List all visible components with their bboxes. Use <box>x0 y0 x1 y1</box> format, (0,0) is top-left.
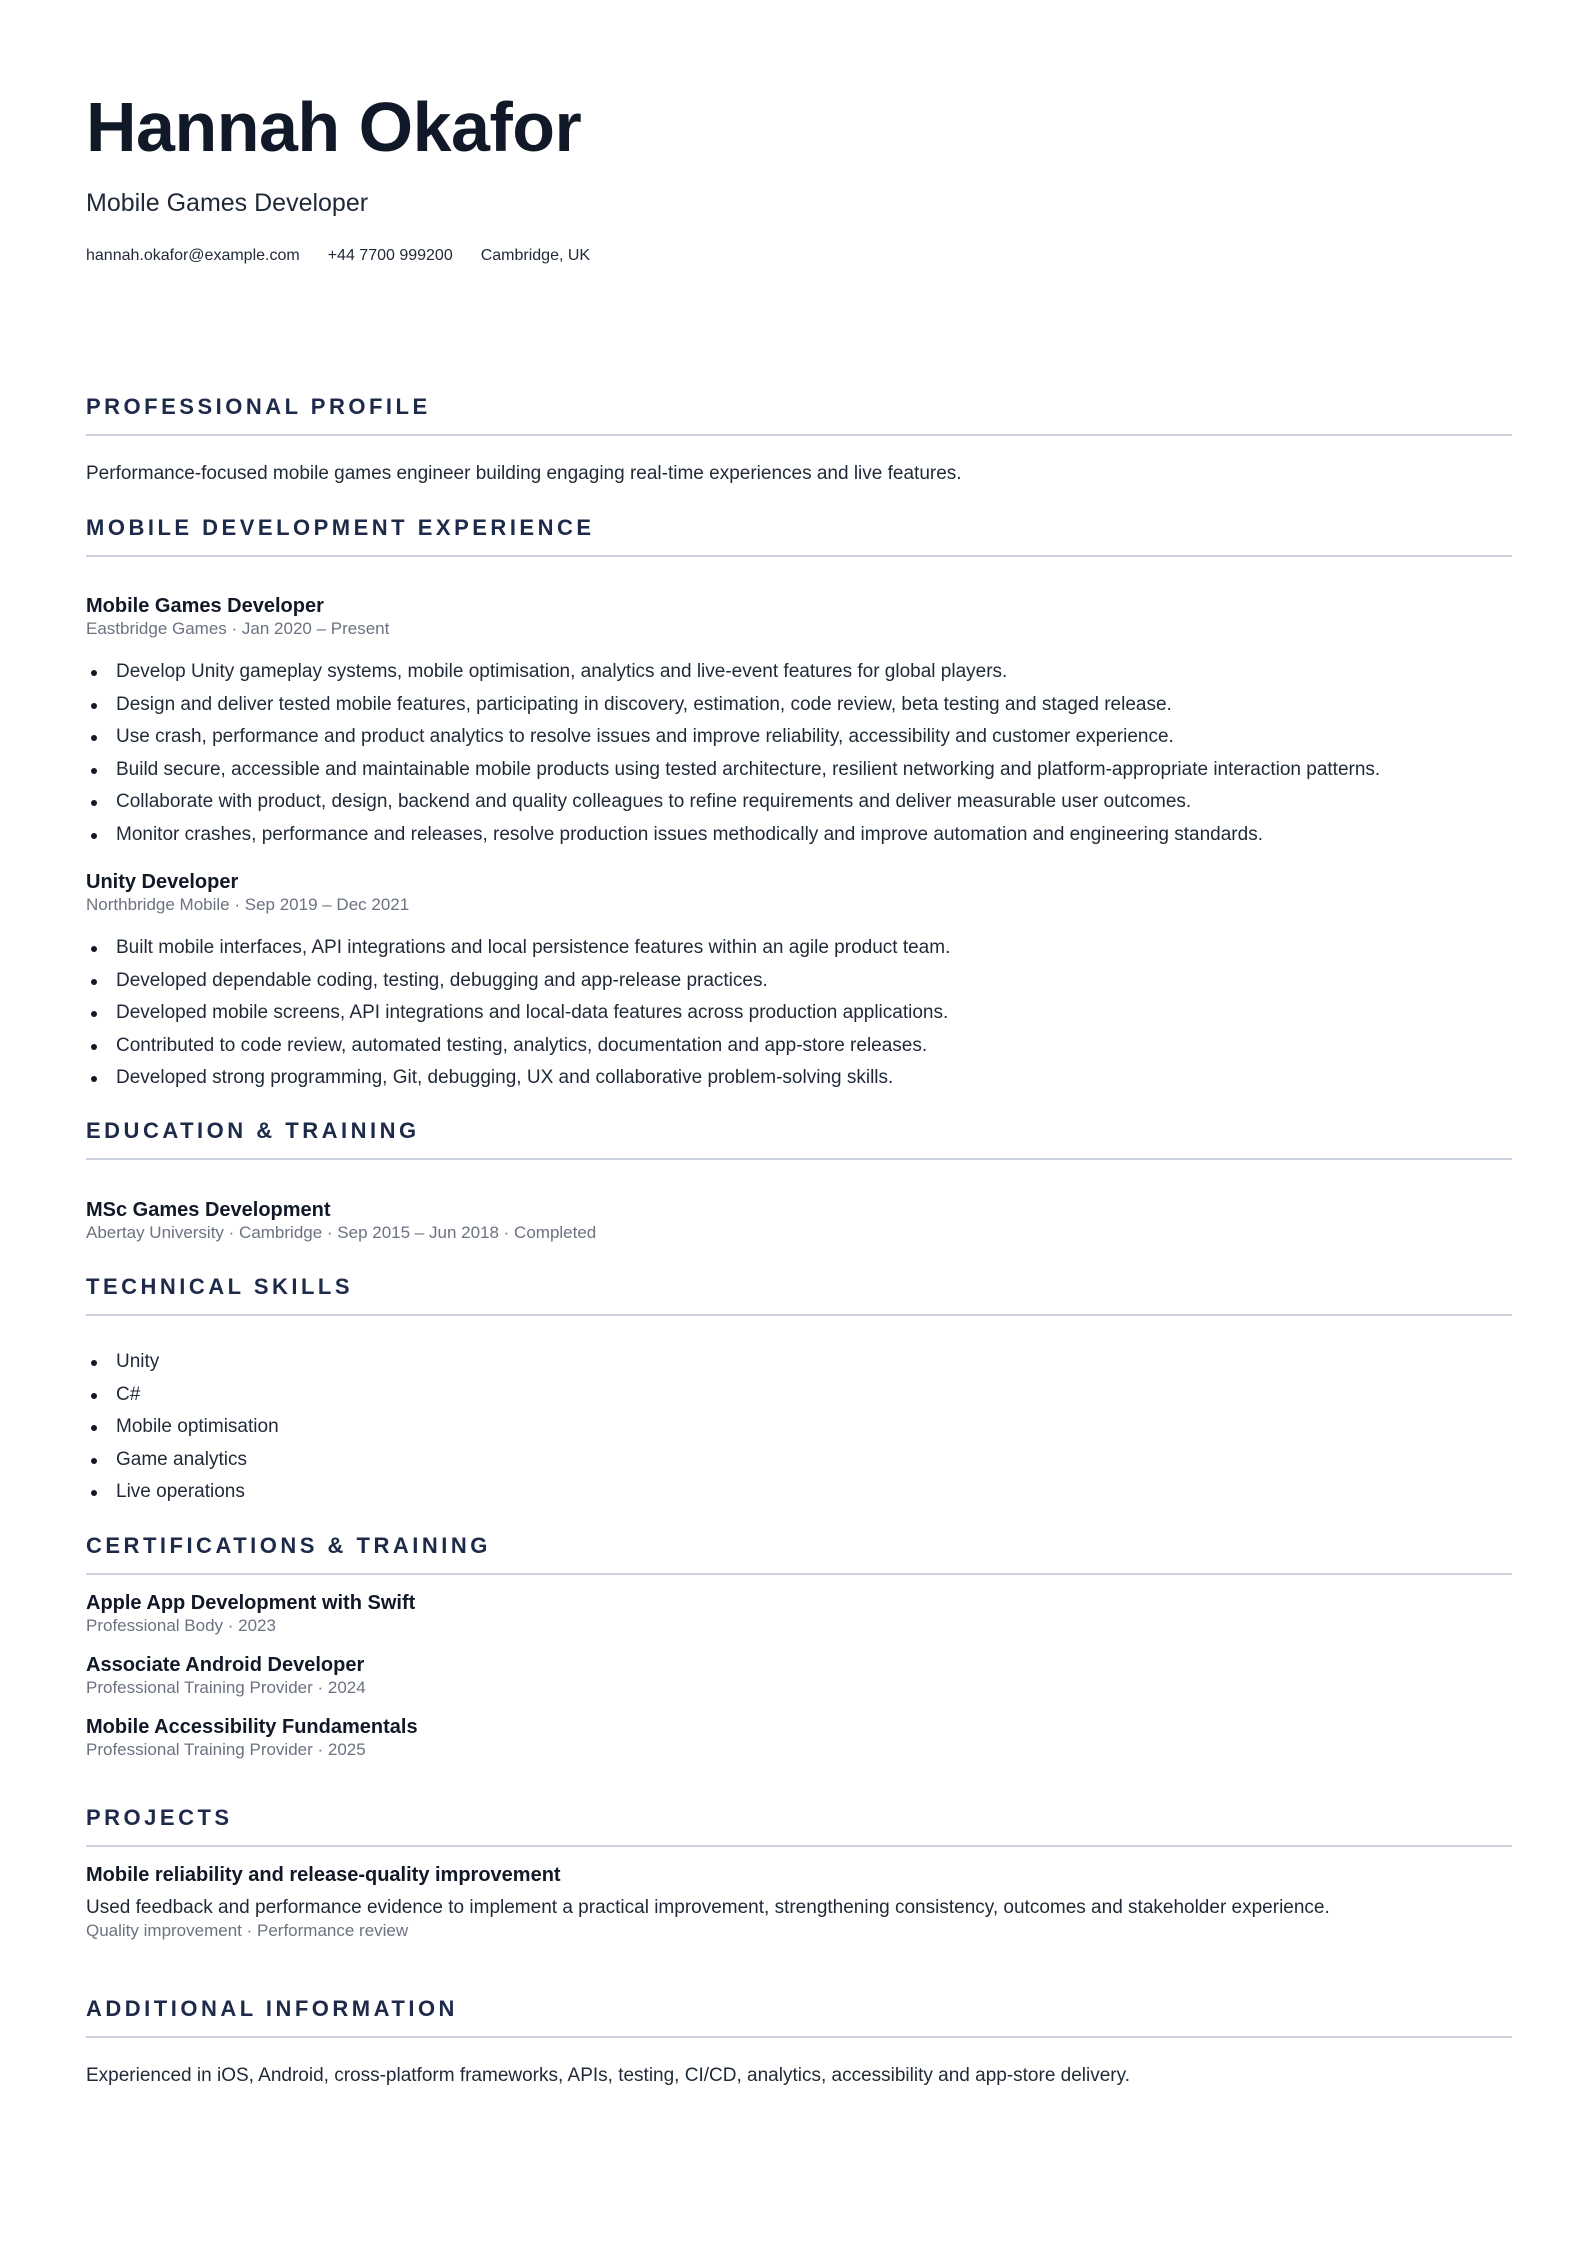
section-profile <box>86 396 1512 436</box>
job-meta: Northbridge Mobile · Sep 2019 – Dec 2021 <box>86 895 410 914</box>
section-projects <box>86 1807 1512 1847</box>
list-item: Use crash, performance and product analytics to resolve issues and improve reliability, accessibility and customer experience. <box>116 726 1380 759</box>
certification-meta: Professional Body · 2023 <box>86 1616 276 1635</box>
additional-text: Experienced in iOS, Android, cross-platform frameworks, APIs, testing, CI/CD, analytics, accessibility and app-store delivery. <box>86 2065 1131 2086</box>
section-heading: EDUCATION & TRAINING <box>86 1118 420 1143</box>
contact-line <box>86 248 590 264</box>
degree-meta: Abertay University · Cambridge · Sep 2015 – Jun 2018 · Completed <box>86 1223 597 1242</box>
section-additional <box>86 1998 1512 2038</box>
job-title: Unity Developer <box>86 871 239 893</box>
section-divider <box>86 1314 1512 1316</box>
list-item: Build secure, accessible and maintainable mobile products using tested architecture, resilient networking and platform-appropriate interaction patterns. <box>116 759 1380 792</box>
section-heading: MOBILE DEVELOPMENT EXPERIENCE <box>86 515 595 540</box>
certification-title: Associate Android Developer <box>86 1654 365 1676</box>
skill-item: Mobile optimisation <box>116 1416 279 1449</box>
section-heading: ADDITIONAL INFORMATION <box>86 1996 458 2021</box>
profile-summary: Performance-focused mobile games engineer building engaging real-time experiences and live features. <box>86 463 962 484</box>
candidate-title: Mobile Games Developer <box>86 189 369 217</box>
list-item: Collaborate with product, design, backend and quality colleagues to refine requirements and deliver measurable user outcomes. <box>116 791 1380 824</box>
section-heading: PROFESSIONAL PROFILE <box>86 394 431 419</box>
skill-item: Live operations <box>116 1481 279 1514</box>
section-divider <box>86 1573 1512 1575</box>
section-certifications <box>86 1535 1512 1575</box>
certification-meta: Professional Training Provider · 2025 <box>86 1740 366 1759</box>
skill-item: Unity <box>116 1351 279 1384</box>
list-item: Developed strong programming, Git, debugging, UX and collaborative problem-solving skills. <box>116 1067 950 1100</box>
skills-list <box>86 1351 279 1514</box>
project-description: Used feedback and performance evidence to implement a practical improvement, strengthening consistency, outcomes and stakeholder experience. <box>86 1897 1330 1918</box>
section-divider <box>86 434 1512 436</box>
section-experience <box>86 517 1512 557</box>
list-item: Developed mobile screens, API integrations and local-data features across production applications. <box>116 1002 950 1035</box>
certification-title: Mobile Accessibility Fundamentals <box>86 1716 418 1738</box>
section-heading: CERTIFICATIONS & TRAINING <box>86 1533 491 1558</box>
section-divider <box>86 1845 1512 1847</box>
list-item: Developed dependable coding, testing, debugging and app-release practices. <box>116 970 950 1003</box>
section-heading: TECHNICAL SKILLS <box>86 1274 354 1299</box>
job-title: Mobile Games Developer <box>86 595 324 617</box>
section-skills <box>86 1276 1512 1316</box>
skill-item: C# <box>116 1384 279 1417</box>
list-item: Contributed to code review, automated testing, analytics, documentation and app-store releases. <box>116 1035 950 1068</box>
job-bullets <box>86 661 1380 856</box>
section-divider <box>86 555 1512 557</box>
list-item: Monitor crashes, performance and releases, resolve production issues methodically and improve automation and engineering standards. <box>116 824 1380 857</box>
skill-item: Game analytics <box>116 1449 279 1482</box>
section-heading: PROJECTS <box>86 1805 233 1830</box>
section-divider <box>86 2036 1512 2038</box>
degree-title: MSc Games Development <box>86 1199 331 1221</box>
certification-title: Apple App Development with Swift <box>86 1592 416 1614</box>
list-item: Built mobile interfaces, API integrations and local persistence features within an agile product team. <box>116 937 950 970</box>
section-divider <box>86 1158 1512 1160</box>
list-item: Design and deliver tested mobile features, participating in discovery, estimation, code review, beta testing and staged release. <box>116 694 1380 727</box>
certification-meta: Professional Training Provider · 2024 <box>86 1678 366 1697</box>
section-education <box>86 1120 1512 1160</box>
job-bullets <box>86 937 950 1100</box>
project-title: Mobile reliability and release-quality improvement <box>86 1864 561 1886</box>
project-tags: Quality improvement · Performance review <box>86 1921 409 1940</box>
list-item: Develop Unity gameplay systems, mobile optimisation, analytics and live-event features for global players. <box>116 661 1380 694</box>
contact-phone[interactable]: +44 7700 999200 <box>327 247 453 264</box>
candidate-name: Hannah Okafor <box>86 88 582 166</box>
contact-email[interactable]: hannah.okafor@example.com <box>86 247 300 264</box>
contact-location: Cambridge, UK <box>480 247 591 264</box>
job-meta: Eastbridge Games · Jan 2020 – Present <box>86 619 390 638</box>
